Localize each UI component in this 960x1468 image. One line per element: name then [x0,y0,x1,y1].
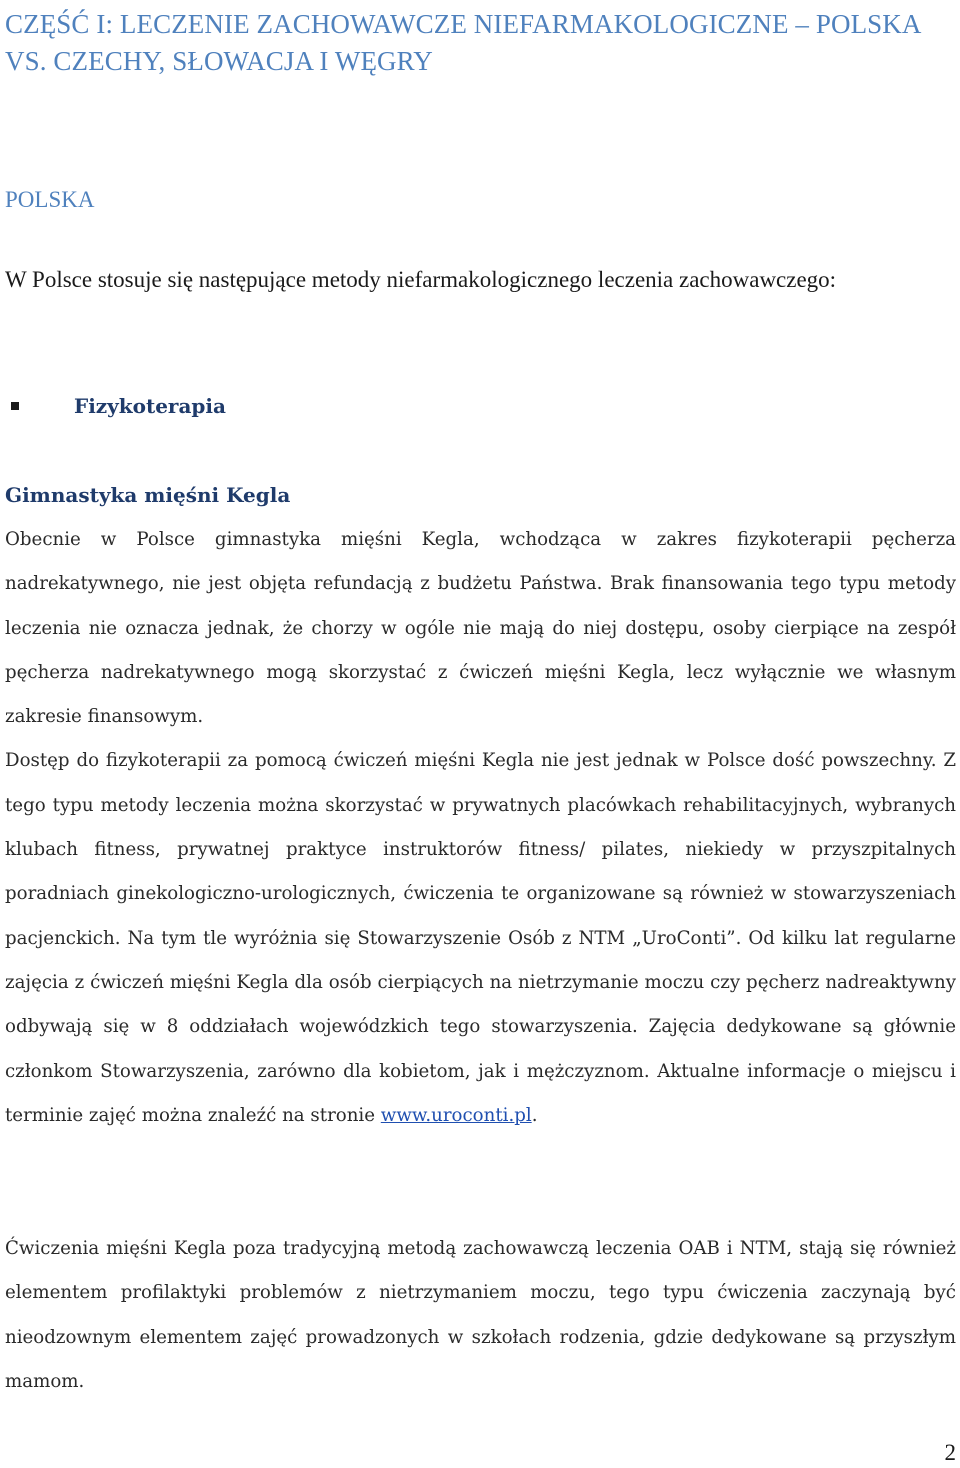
subheading-kegel: Gimnastyka mięśni Kegla [5,483,291,507]
paragraph-prevention: Ćwiczenia mięśni Kegla poza tradycyjną metodą zachowawczą leczenia OAB i NTM, stają się również elementem profilaktyki problemów z nietrzymaniem moczu, tego typu ćwiczenia zaczynają być nieodzownym elementem zajęć prowadzonych w szkołach rodzenia, gdzie dedykowane są przyszłym mamom. [5,1238,956,1392]
methods-list [5,389,226,423]
page-number: 2 [944,1440,956,1465]
paragraphs-block [5,518,956,1138]
list-item [5,389,226,423]
paragraph-access-text: Dostęp do fizykoterapii za pomocą ćwiczeń mięśni Kegla nie jest jednak w Polsce dość powszechny. Z tego typu metody leczenia można skorzystać w prywatnych placówkach rehabilitacyjnych, wybranych klubach fitness, prywatnej praktyce instruktorów fitness/ pilates, niekiedy w przyszpitalnych poradniach ginekologiczno-urologicznych, ćwiczenia te organizowane są również w stowarzyszeniach pacjenckich. Na tym tle wyróżnia się Stowarzyszenie Osób z NTM „UroConti”. Od kilku lat regularne zajęcia z ćwiczeń mięśni Kegla dla osób cierpiących na nietrzymanie moczu czy pęcherz nadreaktywny odbywają się w 8 oddziałach wojewódzkich tego stowarzyszenia. Zajęcia dedykowane są głównie członkom Stowarzyszenia, zarówno dla kobietom, jak i mężczyznom. Aktualne informacje o miejscu i terminie zajęć można znaleźć na stronie [5,750,956,1126]
paragraph-refund: Obecnie w Polsce gimnastyka mięśni Kegla, wchodząca w zakres fizykoterapii pęcherza nadrekatywnego, nie jest objęta refundacją z budżetu Państwa. Brak finansowania tego typu metody leczenia nie oznacza jednak, że chorzy w ogóle nie mają do niej dostępu, osoby cierpiące na zespół pęcherza nadrekatywnego mogą skorzystać z ćwiczeń mięśni Kegla, lecz wyłącznie we własnym zakresie finansowym. [5,529,956,728]
part-heading: CZĘŚĆ I: LECZENIE ZACHOWAWCZE NIEFARMAKOLOGICZNE – POLSKA VS. CZECHY, SŁOWACJA I WĘGRY [5,9,920,76]
uroconti-link[interactable]: www.uroconti.pl [380,1104,532,1126]
document-page [5,0,956,1392]
paragraph-access-end: . [531,1104,538,1126]
paragraph-access [5,739,956,1138]
list-item-label: Fizykoterapia [74,394,226,418]
square-bullet-icon [11,402,19,410]
intro-paragraph: W Polsce stosuje się następujące metody niefarmakologicznego leczenia zachowawczego: [5,267,837,292]
section-heading-poland: POLSKA [5,187,95,212]
